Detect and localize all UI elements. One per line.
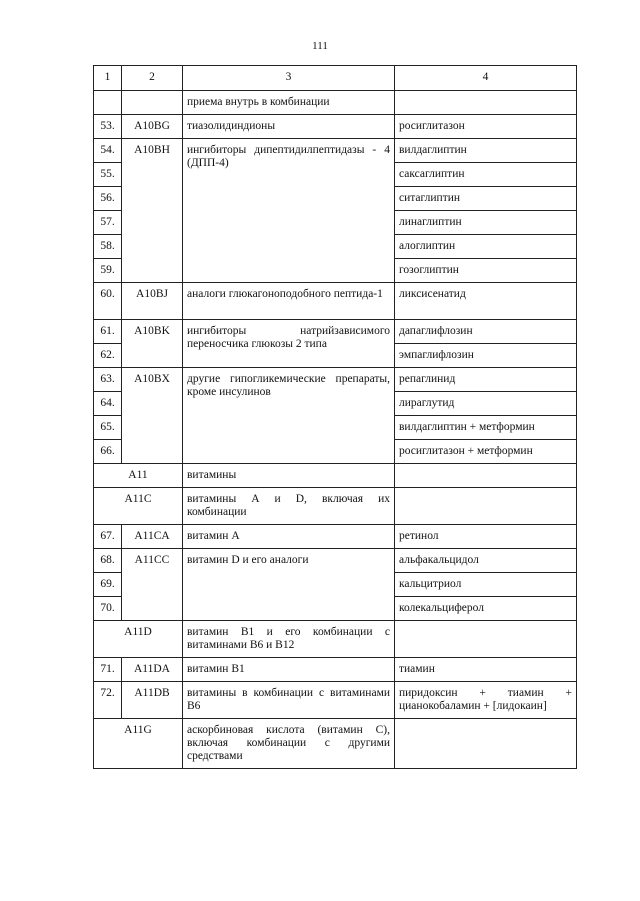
drug-name: кальцитриол (395, 573, 577, 597)
table-row (94, 283, 577, 320)
atc-code: A10BX (122, 368, 183, 464)
drug-name: ретинол (395, 525, 577, 549)
group-description: аскорбиновая кислота (витамин С), включая комбинации с другими средствами (183, 719, 395, 769)
group-description: ингибиторы натрийзависимого переносчика глюкозы 2 типа (183, 320, 395, 368)
atc-code: A10BJ (122, 283, 183, 320)
group-description: другие гипогликемические препараты, кроме инсулинов (183, 368, 395, 464)
row-number: 60. (94, 283, 122, 320)
atc-code: A11CC (122, 549, 183, 621)
group-description: ингибиторы дипептидилпептидазы - 4 (ДПП-4) (183, 139, 395, 283)
table-row (94, 525, 577, 549)
row-number: 53. (94, 115, 122, 139)
drug-classification-table (93, 65, 577, 769)
header-row (94, 66, 577, 91)
row-number: 54. (94, 139, 122, 163)
table-row (94, 368, 577, 392)
row-number: 55. (94, 163, 122, 187)
drug-name: дапаглифлозин (395, 320, 577, 344)
group-description: тиазолидиндионы (183, 115, 395, 139)
atc-code: A10BK (122, 320, 183, 368)
row-number: 72. (94, 682, 122, 719)
group-description: витамины в комбинации с витаминами B6 (183, 682, 395, 719)
atc-code: A11CA (122, 525, 183, 549)
atc-code: A10BG (122, 115, 183, 139)
drug-name: тиамин (395, 658, 577, 682)
atc-code: A11DA (122, 658, 183, 682)
drug-name: росиглитазон (395, 115, 577, 139)
row-number: 69. (94, 573, 122, 597)
atc-group-code: A11D (94, 621, 183, 658)
row-number: 71. (94, 658, 122, 682)
drug-name-cell (395, 488, 577, 525)
drug-name: вилдаглиптин + метформин (395, 416, 577, 440)
drug-name: алоглиптин (395, 235, 577, 259)
group-description: витамин D и его аналоги (183, 549, 395, 621)
drug-name: росиглитазон + метформин (395, 440, 577, 464)
row-number: 57. (94, 211, 122, 235)
row-number: 58. (94, 235, 122, 259)
drug-name: альфакальцидол (395, 549, 577, 573)
drug-name: саксаглиптин (395, 163, 577, 187)
group-description: витамины А и D, включая их комбинации (183, 488, 395, 525)
atc-code-cell (122, 91, 183, 115)
drug-name: пиридоксин + тиамин + цианокобаламин + [лидокаин] (395, 682, 577, 719)
group-row (94, 464, 577, 488)
drug-name: вилдаглиптин (395, 139, 577, 163)
group-description: витамины (183, 464, 395, 488)
drug-name: ликсисенатид (395, 283, 577, 320)
drug-name: гозоглиптин (395, 259, 577, 283)
page-number: 111 (312, 40, 328, 52)
row-number: 65. (94, 416, 122, 440)
row-number: 70. (94, 597, 122, 621)
row-number: 59. (94, 259, 122, 283)
table-row (94, 682, 577, 719)
drug-name: эмпаглифлозин (395, 344, 577, 368)
table-row (94, 549, 577, 573)
table-row (94, 91, 577, 115)
table-row (94, 115, 577, 139)
table-row (94, 139, 577, 163)
row-number: 61. (94, 320, 122, 344)
drug-name-cell (395, 719, 577, 769)
row-number: 56. (94, 187, 122, 211)
group-description: витамин B1 (183, 658, 395, 682)
row-number: 64. (94, 392, 122, 416)
header-col-4: 4 (395, 66, 577, 91)
group-row (94, 719, 577, 769)
atc-group-code: A11G (94, 719, 183, 769)
row-number-cell (94, 91, 122, 115)
drug-name-cell (395, 621, 577, 658)
header-col-2: 2 (122, 66, 183, 91)
group-row (94, 621, 577, 658)
atc-code: A11DB (122, 682, 183, 719)
group-description: аналоги глюкагоноподобного пептида-1 (183, 283, 395, 320)
drug-name: репаглинид (395, 368, 577, 392)
group-description: приема внутрь в комбинации (183, 91, 395, 115)
table-row (94, 658, 577, 682)
drug-name-cell (395, 464, 577, 488)
drug-name: ситаглиптин (395, 187, 577, 211)
group-description: витамин B1 и его комбинации с витаминами B6 и B12 (183, 621, 395, 658)
drug-name-cell (395, 91, 577, 115)
atc-group-code: A11 (94, 464, 183, 488)
drug-name: лираглутид (395, 392, 577, 416)
row-number: 67. (94, 525, 122, 549)
drug-name: колекальциферол (395, 597, 577, 621)
table-row (94, 320, 577, 344)
group-row (94, 488, 577, 525)
atc-code: A10BH (122, 139, 183, 283)
atc-group-code: A11C (94, 488, 183, 525)
group-description: витамин А (183, 525, 395, 549)
row-number: 66. (94, 440, 122, 464)
header-col-1: 1 (94, 66, 122, 91)
row-number: 63. (94, 368, 122, 392)
row-number: 68. (94, 549, 122, 573)
header-col-3: 3 (183, 66, 395, 91)
row-number: 62. (94, 344, 122, 368)
drug-name: линаглиптин (395, 211, 577, 235)
